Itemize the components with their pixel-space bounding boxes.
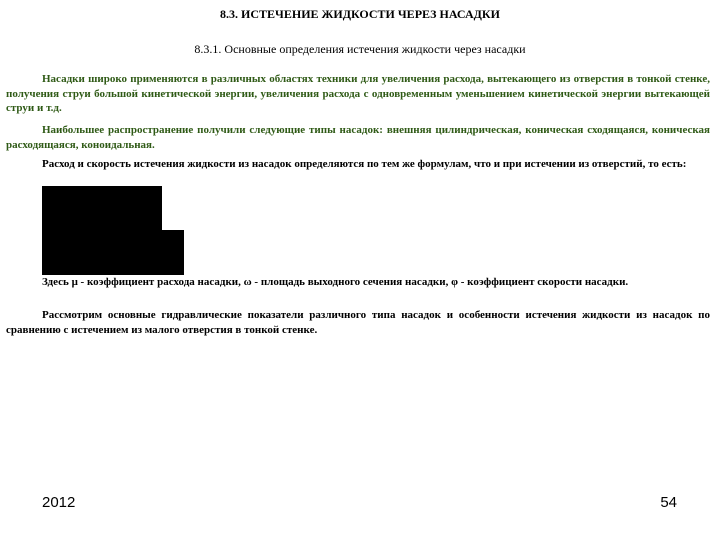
paragraph-flow-formulas-intro: Расход и скорость истечения жидкости из насадок определяются по тем же формулам, что и при истечении из отверстий, то есть: bbox=[42, 158, 687, 170]
subsection-title: 8.3.1. Основные определения истечения жидкости через насадки bbox=[194, 42, 526, 56]
formula-image-velocity bbox=[42, 230, 184, 275]
page-number: 54 bbox=[660, 494, 677, 511]
footer-year: 2012 bbox=[42, 494, 76, 511]
paragraph-nozzle-types: Наибольшее распространение получили следующие типы насадок: внешняя цилиндрическая, коническая сходящаяся, коническая расходящаяся, коноидальная. bbox=[6, 124, 710, 151]
formula-image-flow-rate bbox=[42, 186, 162, 230]
paragraph-nozzle-applications: Насадки широко применяются в различных областях техники для увеличения расхода, вытекающего из отверстия в тонкой стенке, получения струи большой кинетической энергии, увеличения расхода с одновременным уменьшением кинетической энергии вытекающей струи и т.д. bbox=[6, 73, 710, 114]
section-title: 8.3. ИСТЕЧЕНИЕ ЖИДКОСТИ ЧЕРЕЗ НАСАДКИ bbox=[220, 7, 500, 21]
paragraph-hydraulic-indicators: Рассмотрим основные гидравлические показатели различного типа насадок и особенности истечения жидкости из насадок по сравнению с истечением из малого отверстия в тонкой стенке. bbox=[6, 309, 710, 336]
paragraph-coefficients: Здесь μ - коэффициент расхода насадки, ω - площадь выходного сечения насадки, φ - коэффициент скорости насадки. bbox=[42, 276, 629, 288]
